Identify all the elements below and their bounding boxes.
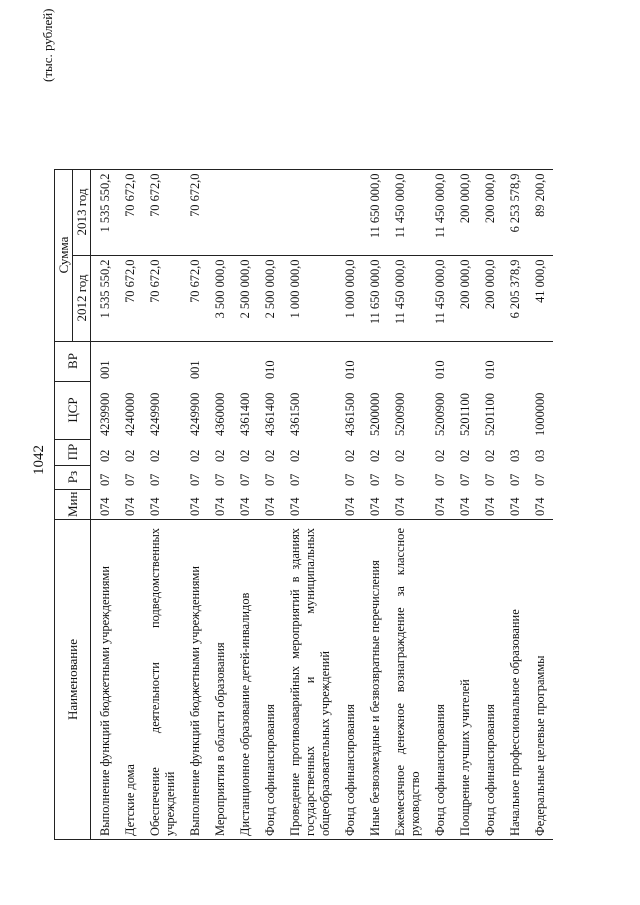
row-vr: 010 <box>343 360 357 380</box>
row-pr: 03 <box>508 449 522 463</box>
table-row <box>233 169 258 839</box>
table-row <box>338 169 363 839</box>
row-sum-2013: 89 200,0 <box>528 169 553 255</box>
table-row <box>118 169 143 839</box>
row-vr <box>388 341 428 381</box>
row-sum-2012: 200 000,0 <box>478 255 503 341</box>
row-rz: 07 <box>508 473 522 487</box>
row-sum-2012: 11 450 000,0 <box>428 255 453 341</box>
row-min: 074 <box>233 489 258 519</box>
row-vr <box>503 341 528 381</box>
row-sum-2013 <box>233 169 258 255</box>
header-year-2012: 2012 год <box>73 255 91 341</box>
row-csr: 4361400 <box>263 392 277 437</box>
row-min: 074 <box>453 489 478 519</box>
row-rz: 07 <box>288 473 302 487</box>
row-rz: 07 <box>533 473 547 487</box>
row-name: Фонд софинансирования <box>428 520 453 840</box>
row-min: 074 <box>503 489 528 519</box>
table-row <box>503 169 528 839</box>
row-sum-2013: 200 000,0 <box>453 169 478 255</box>
row-vr: 001 <box>98 360 112 380</box>
table-body <box>91 169 554 839</box>
row-min: 074 <box>143 489 183 519</box>
row-rz: 07 <box>458 473 472 487</box>
header-name: Наименование <box>55 520 91 840</box>
row-pr: 02 <box>458 449 472 463</box>
row-csr: 5201100 <box>483 393 497 437</box>
row-sum-2012: 6 205 378,9 <box>503 255 528 341</box>
unit-note: (тыс. рублей) <box>40 8 55 82</box>
row-sum-2012: 1 000 000,0 <box>283 255 338 341</box>
row-sum-2013: 6 253 578,9 <box>503 169 528 255</box>
row-sum-2012: 200 000,0 <box>453 255 478 341</box>
row-vr: 010 <box>263 360 277 380</box>
row-vr <box>118 341 143 381</box>
header-csr: ЦСР <box>55 381 91 439</box>
row-sum-2013 <box>338 169 363 255</box>
row-pr: 02 <box>368 449 382 463</box>
row-rz: 07 <box>98 473 112 487</box>
row-sum-2012: 70 672,0 <box>118 255 143 341</box>
row-name: Выполнение функций бюджетными учреждениями <box>91 520 119 840</box>
row-pr: 02 <box>213 449 227 463</box>
row-name: Дистанционное образование детей-инвалидов <box>233 520 258 840</box>
row-min: 074 <box>388 489 428 519</box>
row-rz: 07 <box>483 473 497 487</box>
row-name: Поощрение лучших учителей <box>453 520 478 840</box>
row-csr: 5201100 <box>458 393 472 437</box>
table-row <box>91 169 119 839</box>
row-rz: 07 <box>188 473 202 487</box>
row-pr: 02 <box>263 449 277 463</box>
page-number: 1042 <box>31 445 47 475</box>
table-row <box>478 169 503 839</box>
table-row <box>388 169 428 839</box>
row-vr: 010 <box>433 360 447 380</box>
row-vr <box>208 341 233 381</box>
row-rz: 07 <box>263 473 277 487</box>
row-csr: 5200900 <box>393 392 407 437</box>
row-name: Иные безвозмездные и безвозвратные перечисления <box>363 520 388 840</box>
table-row <box>453 169 478 839</box>
row-pr: 02 <box>393 449 407 463</box>
row-csr: 5200000 <box>368 392 382 437</box>
row-name: Фонд софинансирования <box>478 520 503 840</box>
row-sum-2013 <box>258 169 283 255</box>
row-csr: 4249900 <box>148 392 162 437</box>
row-min: 074 <box>258 489 283 519</box>
row-csr: 4360000 <box>213 392 227 437</box>
row-name: Федеральные целевые программы <box>528 520 553 840</box>
row-pr: 02 <box>98 449 112 463</box>
row-csr: 4249900 <box>188 392 202 437</box>
row-sum-2013: 70 672,0 <box>143 169 183 255</box>
row-min: 074 <box>208 489 233 519</box>
row-pr: 02 <box>483 449 497 463</box>
row-sum-2012: 1 000 000,0 <box>338 255 363 341</box>
row-rz: 07 <box>343 473 357 487</box>
row-sum-2013: 11 450 000,0 <box>428 169 453 255</box>
row-rz: 07 <box>393 473 407 487</box>
row-pr: 03 <box>533 449 547 463</box>
row-sum-2013: 11 450 000,0 <box>388 169 428 255</box>
row-vr <box>363 341 388 381</box>
row-rz: 07 <box>213 473 227 487</box>
row-sum-2012: 2 500 000,0 <box>233 255 258 341</box>
row-min: 074 <box>428 489 453 519</box>
table-row <box>528 169 553 839</box>
table-row <box>143 169 183 839</box>
row-csr: 4361500 <box>343 392 357 437</box>
row-pr: 02 <box>148 449 162 463</box>
row-name: Мероприятия в области образования <box>208 520 233 840</box>
row-vr: 001 <box>188 360 202 380</box>
row-sum-2012: 1 535 550,2 <box>91 255 119 341</box>
table-row <box>258 169 283 839</box>
table-row <box>363 169 388 839</box>
row-pr: 02 <box>238 449 252 463</box>
row-vr <box>233 341 258 381</box>
row-sum-2012: 70 672,0 <box>143 255 183 341</box>
row-name: Начальное профессиональное образование <box>503 520 528 840</box>
row-sum-2013: 1 535 550,2 <box>91 169 119 255</box>
header-vr: ВР <box>55 341 91 381</box>
row-vr: 010 <box>483 360 497 380</box>
row-pr: 02 <box>123 449 137 463</box>
row-vr <box>143 341 183 381</box>
row-sum-2012: 11 450 000,0 <box>388 255 428 341</box>
row-min: 074 <box>528 489 553 519</box>
header-min: Мин <box>55 489 91 519</box>
header-pr: ПР <box>55 439 91 465</box>
row-sum-2012: 11 650 000,0 <box>363 255 388 341</box>
header-sum: Сумма <box>55 169 73 341</box>
table-row <box>428 169 453 839</box>
row-sum-2013: 200 000,0 <box>478 169 503 255</box>
row-csr: 4239900 <box>98 392 112 437</box>
row-name: Выполнение функций бюджетными учреждениями <box>183 520 208 840</box>
row-pr: 02 <box>343 449 357 463</box>
row-name: Проведение противоаварийных мероприятий в зданиях государственных и муниципальных общеобразовательных учреждений <box>283 520 338 840</box>
row-sum-2013 <box>283 169 338 255</box>
header-rz: Рз <box>55 465 91 489</box>
row-name: Обеспечение деятельности подведомственных учреждений <box>143 520 183 840</box>
row-min: 074 <box>91 489 119 519</box>
row-pr: 02 <box>188 449 202 463</box>
row-csr: 4361400 <box>238 392 252 437</box>
row-min: 074 <box>363 489 388 519</box>
row-rz: 07 <box>148 473 162 487</box>
budget-table <box>54 169 553 840</box>
row-name: Детские дома <box>118 520 143 840</box>
row-sum-2013 <box>208 169 233 255</box>
row-min: 074 <box>118 489 143 519</box>
row-csr: 1000000 <box>533 392 547 437</box>
row-sum-2012: 70 672,0 <box>183 255 208 341</box>
row-min: 074 <box>283 489 338 519</box>
row-name: Фонд софинансирования <box>258 520 283 840</box>
row-csr <box>503 381 528 439</box>
row-sum-2013: 11 650 000,0 <box>363 169 388 255</box>
table-row <box>283 169 338 839</box>
row-rz: 07 <box>123 473 137 487</box>
table-row <box>183 169 208 839</box>
row-pr: 02 <box>433 449 447 463</box>
row-sum-2013: 70 672,0 <box>183 169 208 255</box>
row-rz: 07 <box>433 473 447 487</box>
row-vr <box>283 341 338 381</box>
row-csr: 4240000 <box>123 392 137 437</box>
row-csr: 4361500 <box>288 392 302 437</box>
row-min: 074 <box>183 489 208 519</box>
table-row <box>208 169 233 839</box>
row-rz: 07 <box>238 473 252 487</box>
row-sum-2013: 70 672,0 <box>118 169 143 255</box>
row-csr: 5200900 <box>433 392 447 437</box>
row-vr <box>528 341 553 381</box>
row-sum-2012: 3 500 000,0 <box>208 255 233 341</box>
row-sum-2012: 41 000,0 <box>528 255 553 341</box>
row-name: Ежемесячное денежное вознаграждение за классное руководство <box>388 520 428 840</box>
row-rz: 07 <box>368 473 382 487</box>
row-min: 074 <box>338 489 363 519</box>
row-vr <box>453 341 478 381</box>
header-year-2013: 2013 год <box>73 169 91 255</box>
row-name: Фонд софинансирования <box>338 520 363 840</box>
row-sum-2012: 2 500 000,0 <box>258 255 283 341</box>
row-pr: 02 <box>288 449 302 463</box>
row-min: 074 <box>478 489 503 519</box>
